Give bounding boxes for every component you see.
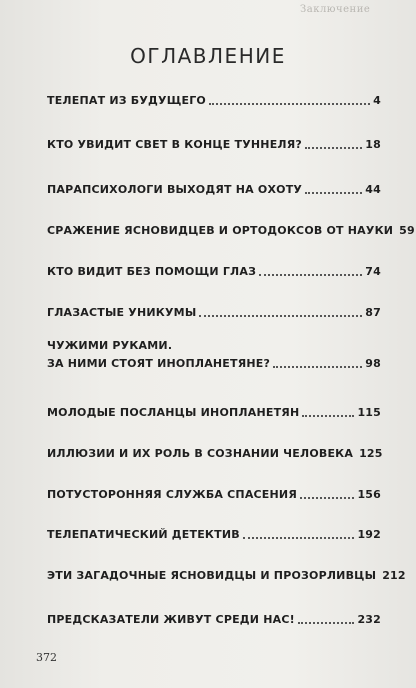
dot-leader bbox=[243, 536, 355, 539]
toc-entry bbox=[47, 94, 381, 107]
toc-entry-page: 125 bbox=[359, 447, 383, 460]
toc-entry bbox=[47, 265, 381, 278]
toc-entry-page: 18 bbox=[365, 138, 381, 151]
toc-entry-title: КТО ВИДИТ БЕЗ ПОМОЩИ ГЛАЗ bbox=[47, 265, 257, 278]
dot-leader bbox=[305, 146, 362, 149]
toc-entry-page: 115 bbox=[357, 406, 381, 419]
toc-entry-page: 59 bbox=[399, 224, 415, 237]
toc-entry-page: 74 bbox=[365, 265, 381, 278]
toc-entry bbox=[47, 569, 406, 582]
dot-leader bbox=[298, 621, 355, 624]
toc-entry-title-line: ЧУЖИМИ РУКАМИ. bbox=[47, 339, 173, 352]
dot-leader bbox=[305, 191, 362, 194]
toc-entry-title: ТЕЛЕПАТ ИЗ БУДУЩЕГО bbox=[47, 94, 206, 107]
toc-entry bbox=[47, 447, 381, 460]
dot-leader bbox=[199, 314, 362, 317]
toc-entry-page: 44 bbox=[365, 183, 381, 196]
toc-entry-title-line: ЗА НИМИ СТОЯТ ИНОПЛАНЕТЯНЕ? bbox=[47, 357, 271, 370]
toc-entry-title: ГЛАЗАСТЫЕ УНИКУМЫ bbox=[47, 306, 197, 319]
dot-leader bbox=[302, 414, 354, 417]
toc-entry bbox=[47, 224, 415, 237]
toc-entry bbox=[47, 306, 381, 319]
dot-leader bbox=[273, 365, 362, 368]
toc-entry-page: 212 bbox=[382, 569, 406, 582]
dot-leader bbox=[300, 496, 354, 499]
toc-entry-title: СРАЖЕНИЕ ЯСНОВИДЦЕВ И ОРТОДОКСОВ ОТ НАУКИ bbox=[47, 224, 394, 237]
running-header: Заключение bbox=[300, 4, 371, 15]
toc-entry-title: ИЛЛЮЗИИ И ИХ РОЛЬ В СОЗНАНИИ ЧЕЛОВЕКА bbox=[47, 447, 354, 460]
toc-entry bbox=[47, 183, 381, 196]
toc-entry-title: ЭТИ ЗАГАДОЧНЫЕ ЯСНОВИДЦЫ И ПРОЗОРЛИВЦЫ bbox=[47, 569, 377, 582]
toc-entry-page: 232 bbox=[357, 613, 381, 626]
toc-entry-title: ПОТУСТОРОННЯЯ СЛУЖБА СПАСЕНИЯ bbox=[47, 488, 298, 501]
toc-title: ОГЛАВЛЕНИЕ bbox=[130, 44, 286, 68]
toc-entry-page: 192 bbox=[357, 528, 381, 541]
toc-entry-title: ПРЕДСКАЗАТЕЛИ ЖИВУТ СРЕДИ НАС! bbox=[47, 613, 295, 626]
toc-entry bbox=[47, 406, 381, 419]
toc-entry bbox=[47, 339, 381, 370]
toc-entry-page: 87 bbox=[365, 306, 381, 319]
toc-entry bbox=[47, 138, 381, 151]
toc-entry-title: ТЕЛЕПАТИЧЕСКИЙ ДЕТЕКТИВ bbox=[47, 528, 240, 541]
toc-entry-title: КТО УВИДИТ СВЕТ В КОНЦЕ ТУННЕЛЯ? bbox=[47, 138, 302, 151]
toc-entry-page: 156 bbox=[357, 488, 381, 501]
page-number: 372 bbox=[36, 651, 57, 664]
toc-entry bbox=[47, 613, 381, 626]
dot-leader bbox=[209, 102, 370, 105]
dot-leader bbox=[259, 273, 362, 276]
toc-entry-page: 98 bbox=[365, 357, 381, 370]
toc-entry-title: МОЛОДЫЕ ПОСЛАНЦЫ ИНОПЛАНЕТЯН bbox=[47, 406, 300, 419]
toc-entry bbox=[47, 488, 381, 501]
toc-entry-page: 4 bbox=[373, 94, 381, 107]
toc-entry-title: ПАРАПСИХОЛОГИ ВЫХОДЯТ НА ОХОТУ bbox=[47, 183, 303, 196]
toc-entry bbox=[47, 528, 381, 541]
